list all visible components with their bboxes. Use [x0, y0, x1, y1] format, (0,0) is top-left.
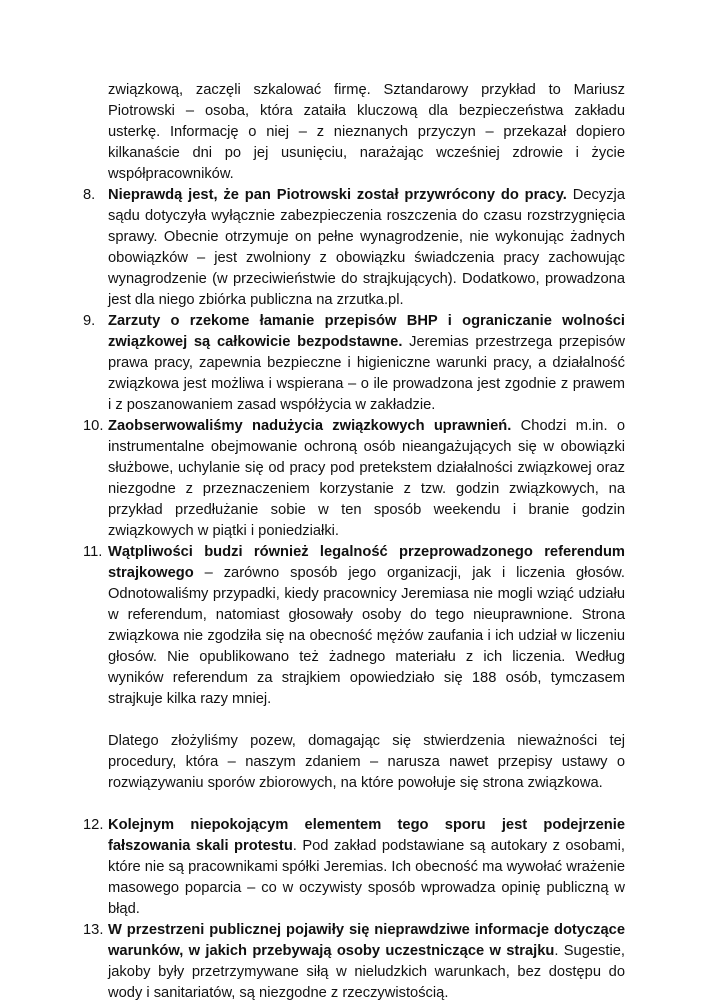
list-item-12	[83, 815, 625, 920]
item-text	[108, 185, 625, 311]
item-body: . Sugestie, jakoby były przetrzymywane siłą w nieludzkich warunkach, bez dostępu do wody i sanitariatów, są niezgodne z rzeczywistością.	[108, 943, 625, 1001]
continuation-paragraph: związkową, zaczęli szkalować firmę. Sztandarowy przykład to Mariusz Piotrowski – osoba, która zataiła kluczową dla bezpieczeństwa zakładu usterkę. Informację o niej – z nieznanych przyczyn – przekazał dopiero kilkanaście dni po jej usunięciu, narażając wcześniej zdrowie i życie współpracowników.	[108, 82, 625, 182]
item-body: Jeremias przestrzega przepisów prawa pracy, zapewnia bezpieczne i higieniczne warunki pracy, a działalność związkowa jest możliwa i wspierana – o ile prowadzona jest zgodnie z prawem i z poszanowaniem zasad współżycia w zakładzie.	[108, 334, 625, 413]
item-heading: W przestrzeni publicznej pojawiły się nieprawdziwe informacje dotyczące warunków, w jakich przebywają osoby uczestniczące w strajku	[108, 922, 625, 959]
paragraph-spacer	[83, 794, 625, 815]
item-heading: Wątpliwości budzi również legalność przeprowadzonego referendum strajkowego	[108, 544, 625, 581]
list-item-13	[83, 920, 625, 1004]
list-item-11	[83, 542, 625, 710]
item-heading: Zaobserwowaliśmy nadużycia związkowych uprawnień.	[108, 418, 512, 434]
item-number: 10.	[83, 418, 104, 434]
item-number: 13.	[83, 922, 104, 938]
item-body: . Pod zakład podstawiane są autokary z osobami, które nie są pracownikami spółki Jeremias. Ich obecność ma wywołać wrażenie masowego poparcia – co w oczywisty sposób wprowadza opinię publiczną w błąd.	[108, 838, 625, 917]
item-number: 8.	[83, 187, 96, 203]
item-text	[108, 815, 625, 920]
item-body: Decyzja sądu dotyczyła wyłącznie zabezpieczenia roszczenia do czasu rozstrzygnięcia sprawy. Obecnie otrzymuje on pełne wynagrodzenie, nie wykonując żadnych obowiązków – jest zwolniony z obowiązku świadczenia pracy zachowując wynagrodzenie (w przeciwieństwie do strajkujących). Dodatkowo, prowadzona jest dla niego zbiórka publiczna na zrzutka.pl.	[108, 187, 625, 308]
item-text	[108, 416, 625, 542]
list-item-8	[83, 185, 625, 311]
item-body: – zarówno sposób jego organizacji, jak i liczenia głosów. Odnotowaliśmy przypadki, kiedy pracownicy Jeremiasa nie mogli wziąć udziału w referendum, natomiast głosowały osoby do tego nieuprawnione. Strona związkowa nie zgodziła się na obecność mężów zaufania i ich udział w liczeniu głosów. Nie opublikowano też żadnego materiału z ich liczenia. Według wyników referendum za strajkiem opowiedziało się 188 osób, tymczasem strajkuje kilka razy mniej.	[108, 565, 625, 707]
extra-paragraph: Dlatego złożyliśmy pozew, domagając się stwierdzenia nieważności tej procedury, która – naszym zdaniem – narusza nawet przepisy ustawy o rozwiązywaniu sporów zbiorowych, na które powołuje się strona związkowa.	[108, 733, 625, 791]
item-heading: Zarzuty o rzekome łamanie przepisów BHP i ograniczanie wolności związkowej są całkowicie bezpodstawne.	[108, 313, 625, 350]
item-heading: Nieprawdą jest, że pan Piotrowski został przywrócony do pracy.	[108, 187, 567, 203]
item-number: 11.	[83, 544, 103, 560]
list-item-10	[83, 416, 625, 542]
item-heading: Kolejnym niepokojącym elementem tego sporu jest podejrzenie fałszowania skali protestu	[108, 817, 625, 854]
item-body: Chodzi m.in. o instrumentalne obejmowanie ochroną osób nieangażujących się w obowiązki służbowe, uchylanie się od pracy pod pretekstem działalności związkowej oraz niezgodne z przeznaczeniem korzystanie z tzw. godzin związkowych, na przykład przedłużanie sobie w ten sposób weekendu i branie godzin związkowych w piątki i poniedziałki.	[108, 418, 625, 539]
item-text	[108, 311, 625, 416]
document-body	[83, 80, 625, 1004]
list-item-9	[83, 311, 625, 416]
item-number: 12.	[83, 817, 104, 833]
item-number: 9.	[83, 313, 96, 329]
item-text	[108, 542, 625, 710]
item-text	[108, 920, 625, 1004]
